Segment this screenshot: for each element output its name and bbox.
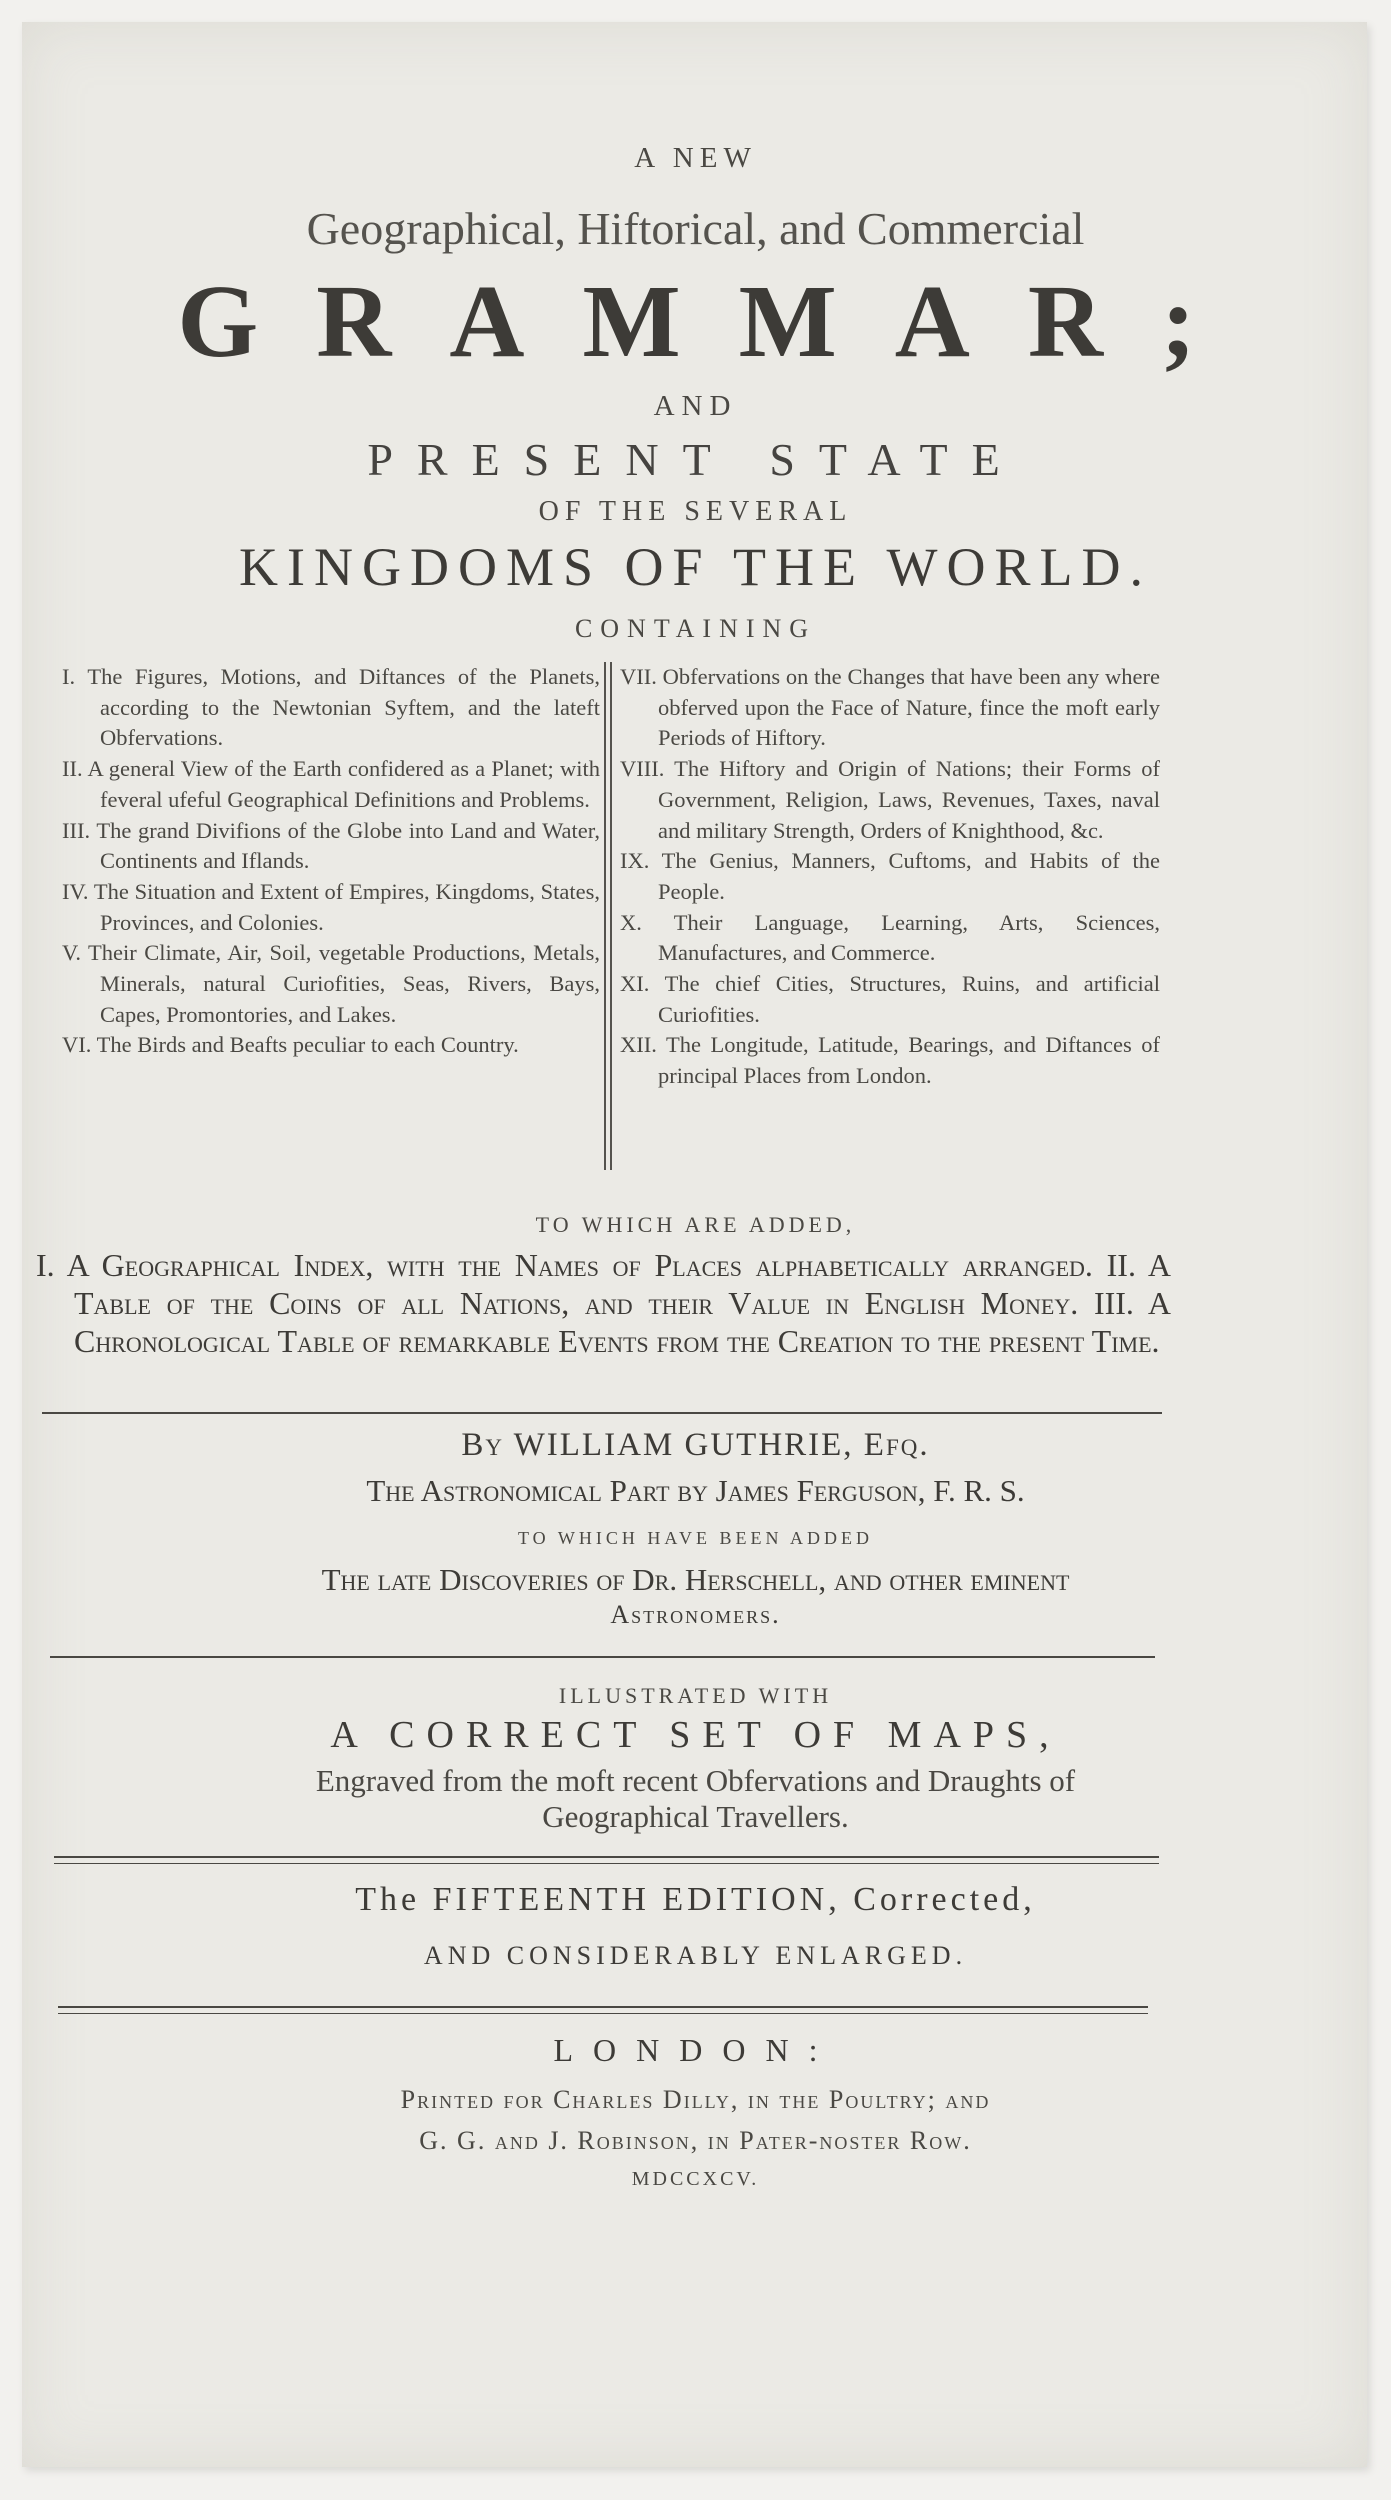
title-and: AND — [653, 390, 738, 422]
imprint-city: LONDON: — [553, 2032, 838, 2068]
contents-item: VIII. The Hiftory and Origin of Nations; their Forms of Government, Religion, Laws, Revenues, Taxes, naval and military Strength, Orders of Knighthood, &c. — [620, 756, 1160, 843]
contents-item: V. Their Climate, Air, Soil, vegetable Productions, Metals, Minerals, natural Curiofities, Seas, Rivers, Bays, Capes, Promontories, and Lakes. — [62, 940, 600, 1027]
author-line: By WILLIAM GUTHRIE, Efq. — [461, 1427, 930, 1463]
title-kingdoms: KINGDOMS OF THE WORLD. — [238, 537, 1153, 597]
imprint-date: MDCCXCV. — [631, 2168, 760, 2190]
engraved-line: Engraved from the moft recent Obfervations and Draughts of — [315, 1763, 1076, 1798]
contents-item: VI. The Birds and Beafts peculiar to each Country. — [62, 1032, 519, 1058]
contents-item: IV. The Situation and Extent of Empires, Kingdoms, States, Provinces, and Colonies. — [62, 878, 600, 935]
travellers-line: Geographical Travellers. — [542, 1799, 849, 1834]
double-rule — [58, 2006, 1148, 2014]
contents-item: III. The grand Divifions of the Globe into Land and Water, Continents and Iflands. — [62, 817, 600, 874]
title-of-the-several: OF THE SEVERAL — [538, 496, 853, 527]
imprint-printed-for: Printed for Charles Dilly, in the Poultry; and — [400, 2085, 991, 2114]
additions-text — [36, 1246, 1171, 1360]
title-grammar: GRAMMAR; — [177, 264, 1254, 379]
astronomers-line: Astronomers. — [610, 1600, 781, 1629]
title-a-new: A NEW — [634, 142, 757, 174]
illustrated-heading: ILLUSTRATED WITH — [558, 1683, 833, 1708]
imprint-robinson: G. G. and J. Robinson, in Pater-noster Row. — [419, 2126, 972, 2155]
enlarged-line: AND CONSIDERABLY ENLARGED. — [423, 1941, 968, 1970]
divider-rule — [50, 1656, 1155, 1658]
contents-item: VII. Obfervations on the Changes that have been any where obferved upon the Face of Nature, fince the moft early Periods of Hiftory. — [620, 664, 1160, 751]
additions-paragraph: I. A Geographical Index, with the Names of Places alphabetically arranged. II. A Table of the Coins of all Nations, and their Value in English Money. III. A Chronological Table of remarkable Events from the Creation to the present Time. — [36, 1247, 1171, 1359]
contents-right-column — [620, 662, 1160, 1092]
late-discoveries-line: The late Discoveries of Dr. Herschell, and other eminent — [321, 1562, 1070, 1597]
edition-line: The FIFTEENTH EDITION, Corrected, — [355, 1881, 1036, 1918]
contents-item: X. Their Language, Learning, Arts, Sciences, Manufactures, and Commerce. — [620, 909, 1160, 966]
double-rule — [54, 1856, 1159, 1864]
column-divider — [604, 662, 606, 1170]
column-divider — [610, 662, 612, 1170]
contents-item: II. A general View of the Earth confidered as a Planet; with feveral ufeful Geographical Definitions and Problems. — [62, 756, 600, 812]
additions-heading: TO WHICH ARE ADDED, — [535, 1212, 856, 1237]
title-present-state: PRESENT STATE — [367, 434, 1024, 485]
to-which-added-line: TO WHICH HAVE BEEN ADDED — [518, 1528, 873, 1548]
maps-line: A CORRECT SET OF MAPS, — [330, 1714, 1061, 1756]
contents-item: IX. The Genius, Manners, Cuftoms, and Habits of the People. — [620, 848, 1160, 904]
astronomical-part-line: The Astronomical Part by James Ferguson, F. R. S. — [366, 1473, 1025, 1508]
title-subject-line: Geographical, Hiftorical, and Commercial — [306, 203, 1085, 254]
contents-item: XII. The Longitude, Latitude, Bearings, and Diftances of principal Places from London. — [620, 1032, 1160, 1089]
contents-item: I. The Figures, Motions, and Diftances of the Planets, according to the Newtonian Syftem, and the lateft Obfervations. — [62, 664, 600, 751]
contents-item: XI. The chief Cities, Structures, Ruins, and artificial Curiofities. — [620, 971, 1160, 1027]
contents-left-column — [62, 662, 600, 1061]
divider-rule — [42, 1412, 1162, 1414]
containing-heading: CONTAINING — [574, 614, 817, 643]
